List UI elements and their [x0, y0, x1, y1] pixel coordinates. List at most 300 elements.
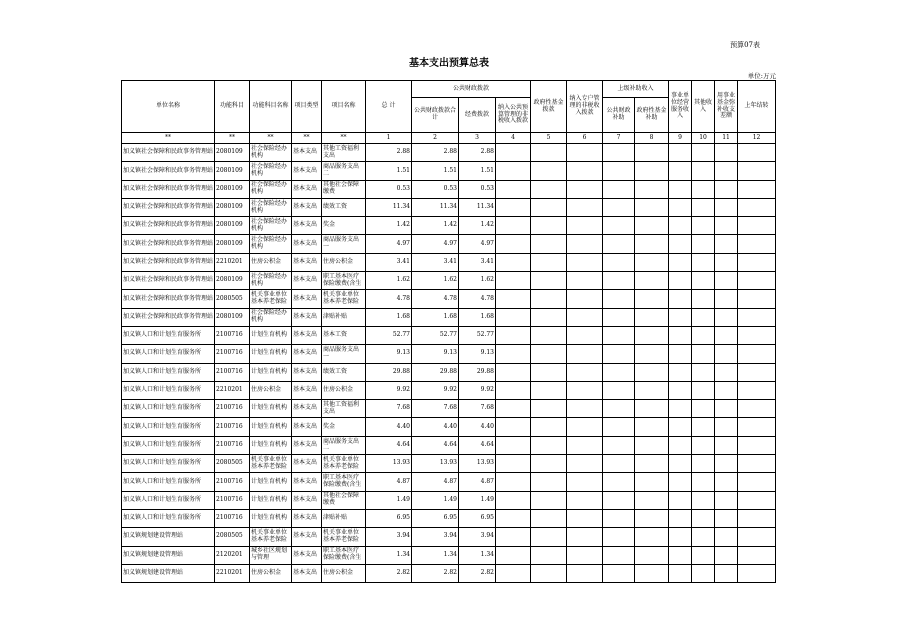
cell-empty	[567, 253, 603, 271]
cell-empty	[496, 217, 531, 235]
cell-empty	[635, 272, 669, 290]
cell-item-name: 津贴补贴	[322, 308, 366, 326]
cell-funding: 0.53	[459, 180, 496, 198]
cell-func-name: 计划生育机构	[250, 491, 292, 509]
cell-empty	[531, 564, 567, 582]
table-row	[122, 418, 776, 436]
cell-empty	[567, 217, 603, 235]
cell-item-type: 基本支出	[292, 363, 322, 381]
cell-item-type: 基本支出	[292, 144, 322, 162]
cell-empty	[715, 509, 738, 527]
table-row	[122, 528, 776, 546]
table-row	[122, 363, 776, 381]
cell-empty	[635, 308, 669, 326]
cell-pf-sub: 3.94	[412, 528, 459, 546]
cell-empty	[715, 198, 738, 216]
cell-func-name: 社会保险经办机构	[250, 235, 292, 253]
header-public-finance: 公共财政拨款	[412, 81, 531, 98]
cell-func-name: 计划生育机构	[250, 363, 292, 381]
cell-empty	[567, 455, 603, 473]
cell-empty	[635, 436, 669, 454]
cell-empty	[496, 418, 531, 436]
cell-item-name: 基本工资	[322, 326, 366, 344]
cell-empty	[715, 491, 738, 509]
cell-unit-name: 加义镇规划建设管理站	[122, 564, 215, 582]
cell-item-type: 基本支出	[292, 564, 322, 582]
cell-unit-name: 加义镇社会保障和民政事务管理站	[122, 253, 215, 271]
cell-func-name: 社会保险经办机构	[250, 162, 292, 180]
cell-pf-sub: 2.82	[412, 564, 459, 582]
cell-unit-name: 加义镇社会保障和民政事务管理站	[122, 180, 215, 198]
header-unit-name: 单位名称	[122, 81, 215, 133]
header-special-nontax: 纳入专户管理的非税收入拨款	[567, 81, 603, 133]
cell-empty	[531, 455, 567, 473]
cell-func-code: 2120201	[215, 546, 250, 564]
cell-empty	[715, 217, 738, 235]
cell-funding: 7.68	[459, 400, 496, 418]
cell-func-code: 2100716	[215, 418, 250, 436]
cell-empty	[692, 326, 715, 344]
cell-empty	[635, 180, 669, 198]
cell-empty	[567, 400, 603, 418]
cell-item-type: 基本支出	[292, 217, 322, 235]
cell-empty	[669, 491, 692, 509]
cell-empty	[715, 162, 738, 180]
cell-empty	[715, 144, 738, 162]
cell-empty	[669, 272, 692, 290]
cell-empty	[567, 491, 603, 509]
cell-empty	[715, 326, 738, 344]
cell-item-type: 基本支出	[292, 455, 322, 473]
index-row	[122, 133, 776, 144]
cell-func-code: 2080109	[215, 144, 250, 162]
cell-empty	[567, 546, 603, 564]
cell-item-type: 基本支出	[292, 180, 322, 198]
cell-empty	[531, 235, 567, 253]
table-row	[122, 162, 776, 180]
cell-empty	[496, 473, 531, 491]
page-title: 基本支出预算总表	[409, 58, 489, 69]
header-upper-subsidy: 上级补助收入	[603, 81, 669, 98]
cell-pf-sub: 9.13	[412, 345, 459, 363]
cell-total: 13.93	[366, 455, 412, 473]
cell-func-name: 计划生育机构	[250, 473, 292, 491]
index-cell: 9	[669, 133, 692, 144]
cell-empty	[496, 272, 531, 290]
cell-empty	[496, 198, 531, 216]
cell-item-name: 其他社会保障缴费	[322, 491, 366, 509]
cell-empty	[669, 546, 692, 564]
index-cell: 8	[635, 133, 669, 144]
cell-empty	[567, 418, 603, 436]
cell-total: 4.97	[366, 235, 412, 253]
cell-item-type: 基本支出	[292, 473, 322, 491]
cell-unit-name: 加义镇规划建设管理站	[122, 546, 215, 564]
cell-empty	[738, 509, 776, 527]
cell-item-name: 奖金	[322, 418, 366, 436]
cell-empty	[715, 272, 738, 290]
cell-total: 3.94	[366, 528, 412, 546]
index-cell: 2	[412, 133, 459, 144]
cell-item-type: 基本支出	[292, 198, 322, 216]
cell-func-code: 2100716	[215, 509, 250, 527]
cell-empty	[635, 198, 669, 216]
cell-pf-sub: 11.34	[412, 198, 459, 216]
header-total: 总 计	[366, 81, 412, 133]
cell-empty	[692, 217, 715, 235]
cell-pf-sub: 2.88	[412, 144, 459, 162]
cell-total: 2.88	[366, 144, 412, 162]
cell-empty	[496, 436, 531, 454]
cell-empty	[531, 272, 567, 290]
cell-empty	[531, 162, 567, 180]
index-cell: 3	[459, 133, 496, 144]
cell-empty	[635, 528, 669, 546]
cell-empty	[692, 162, 715, 180]
index-cell: 4	[496, 133, 531, 144]
cell-empty	[715, 436, 738, 454]
cell-empty	[669, 564, 692, 582]
cell-func-name: 机关事业单位基本养老保险	[250, 528, 292, 546]
cell-func-name: 社会保险经办机构	[250, 180, 292, 198]
table-row	[122, 180, 776, 198]
cell-empty	[715, 290, 738, 308]
cell-empty	[635, 363, 669, 381]
cell-funding: 4.40	[459, 418, 496, 436]
cell-item-type: 基本支出	[292, 272, 322, 290]
cell-empty	[692, 363, 715, 381]
cell-item-type: 基本支出	[292, 308, 322, 326]
table-row	[122, 253, 776, 271]
cell-empty	[715, 363, 738, 381]
cell-empty	[496, 491, 531, 509]
cell-total: 1.42	[366, 217, 412, 235]
cell-func-name: 社会保险经办机构	[250, 308, 292, 326]
cell-pf-sub: 1.34	[412, 546, 459, 564]
cell-item-name: 职工基本医疗保险缴费(含生	[322, 473, 366, 491]
cell-empty	[715, 381, 738, 399]
cell-func-code: 2100716	[215, 436, 250, 454]
cell-funding: 1.68	[459, 308, 496, 326]
cell-empty	[496, 180, 531, 198]
cell-empty	[603, 509, 635, 527]
cell-func-name: 计划生育机构	[250, 400, 292, 418]
cell-empty	[496, 381, 531, 399]
cell-empty	[567, 564, 603, 582]
cell-unit-name: 加义镇人口和计划生育服务所	[122, 381, 215, 399]
cell-empty	[692, 308, 715, 326]
header-item-type: 项目类型	[292, 81, 322, 133]
index-cell: 6	[567, 133, 603, 144]
cell-empty	[692, 235, 715, 253]
cell-empty	[603, 308, 635, 326]
cell-func-name: 住房公积金	[250, 564, 292, 582]
cell-func-name: 计划生育机构	[250, 418, 292, 436]
cell-func-code: 2100716	[215, 491, 250, 509]
cell-empty	[669, 473, 692, 491]
cell-pf-sub: 1.68	[412, 308, 459, 326]
cell-empty	[567, 528, 603, 546]
cell-item-name: 住房公积金	[322, 253, 366, 271]
cell-empty	[496, 308, 531, 326]
index-cell: 10	[692, 133, 715, 144]
cell-funding: 9.92	[459, 381, 496, 399]
cell-total: 3.41	[366, 253, 412, 271]
cell-empty	[531, 217, 567, 235]
cell-pf-sub: 1.62	[412, 272, 459, 290]
table-row	[122, 564, 776, 582]
cell-unit-name: 加义镇人口和计划生育服务所	[122, 473, 215, 491]
cell-funding: 1.42	[459, 217, 496, 235]
cell-empty	[635, 546, 669, 564]
cell-empty	[567, 381, 603, 399]
cell-empty	[715, 455, 738, 473]
cell-empty	[531, 345, 567, 363]
table-row	[122, 509, 776, 527]
cell-empty	[635, 253, 669, 271]
cell-funding: 13.93	[459, 455, 496, 473]
index-cell: **	[215, 133, 250, 144]
cell-unit-name: 加义镇人口和计划生育服务所	[122, 418, 215, 436]
cell-item-type: 基本支出	[292, 528, 322, 546]
cell-empty	[692, 400, 715, 418]
cell-empty	[531, 381, 567, 399]
cell-func-name: 计划生育机构	[250, 345, 292, 363]
cell-empty	[669, 290, 692, 308]
table-row	[122, 272, 776, 290]
cell-func-code: 2210201	[215, 253, 250, 271]
cell-empty	[635, 509, 669, 527]
form-number: 预算07表	[730, 41, 760, 49]
cell-empty	[738, 345, 776, 363]
cell-empty	[738, 564, 776, 582]
cell-empty	[603, 436, 635, 454]
cell-empty	[738, 400, 776, 418]
cell-item-type: 基本支出	[292, 290, 322, 308]
cell-empty	[603, 491, 635, 509]
cell-funding: 9.13	[459, 345, 496, 363]
cell-empty	[496, 144, 531, 162]
cell-item-type: 基本支出	[292, 235, 322, 253]
cell-empty	[669, 363, 692, 381]
cell-empty	[715, 528, 738, 546]
cell-empty	[496, 345, 531, 363]
cell-total: 1.49	[366, 491, 412, 509]
cell-empty	[496, 326, 531, 344]
cell-empty	[603, 400, 635, 418]
cell-func-code: 2080109	[215, 162, 250, 180]
cell-func-code: 2100716	[215, 400, 250, 418]
cell-empty	[669, 381, 692, 399]
header-nontax: 纳入公共预算管理的非税收入拨款	[496, 98, 531, 133]
cell-empty	[531, 509, 567, 527]
cell-empty	[669, 217, 692, 235]
cell-empty	[496, 363, 531, 381]
cell-empty	[738, 253, 776, 271]
cell-total: 4.78	[366, 290, 412, 308]
cell-item-type: 基本支出	[292, 381, 322, 399]
cell-item-type: 基本支出	[292, 491, 322, 509]
cell-item-name: 职工基本医疗保险缴费(含生	[322, 272, 366, 290]
cell-pf-sub: 9.92	[412, 381, 459, 399]
cell-empty	[692, 345, 715, 363]
header-item-name: 项目名称	[322, 81, 366, 133]
cell-item-type: 基本支出	[292, 345, 322, 363]
table-row	[122, 455, 776, 473]
cell-empty	[738, 528, 776, 546]
cell-empty	[531, 436, 567, 454]
cell-item-type: 基本支出	[292, 400, 322, 418]
header-biz-income: 事业单位经营服务收入	[669, 81, 692, 133]
cell-item-name: 绩效工资	[322, 198, 366, 216]
cell-empty	[603, 381, 635, 399]
cell-empty	[635, 144, 669, 162]
cell-total: 11.34	[366, 198, 412, 216]
cell-funding: 1.49	[459, 491, 496, 509]
cell-empty	[531, 528, 567, 546]
cell-empty	[603, 217, 635, 235]
cell-func-name: 住房公积金	[250, 381, 292, 399]
cell-func-code: 2210201	[215, 564, 250, 582]
cell-funding: 1.62	[459, 272, 496, 290]
cell-empty	[567, 198, 603, 216]
cell-func-code: 2100716	[215, 345, 250, 363]
cell-item-name: 商品服务支出一	[322, 235, 366, 253]
cell-empty	[692, 272, 715, 290]
cell-empty	[635, 235, 669, 253]
cell-total: 1.68	[366, 308, 412, 326]
cell-total: 29.88	[366, 363, 412, 381]
header-func-name: 功能科目名称	[250, 81, 292, 133]
cell-empty	[715, 400, 738, 418]
cell-funding: 1.34	[459, 546, 496, 564]
cell-empty	[715, 345, 738, 363]
cell-empty	[531, 473, 567, 491]
cell-func-name: 社会保险经办机构	[250, 217, 292, 235]
cell-unit-name: 加义镇人口和计划生育服务所	[122, 400, 215, 418]
table-row	[122, 217, 776, 235]
cell-empty	[531, 308, 567, 326]
cell-item-name: 机关事业单位基本养老保险	[322, 528, 366, 546]
header-funding: 经费拨款	[459, 98, 496, 133]
cell-pf-sub: 13.93	[412, 455, 459, 473]
cell-item-type: 基本支出	[292, 509, 322, 527]
cell-func-name: 机关事业单位基本养老保险	[250, 455, 292, 473]
cell-empty	[635, 326, 669, 344]
cell-empty	[692, 290, 715, 308]
header-carry-over: 上年结转	[738, 81, 776, 133]
unit-label: 单位:万元	[747, 72, 776, 80]
cell-total: 0.53	[366, 180, 412, 198]
cell-empty	[635, 564, 669, 582]
cell-total: 9.13	[366, 345, 412, 363]
cell-unit-name: 加义镇社会保障和民政事务管理站	[122, 308, 215, 326]
cell-empty	[692, 253, 715, 271]
table-row	[122, 381, 776, 399]
cell-empty	[669, 509, 692, 527]
cell-empty	[738, 308, 776, 326]
cell-empty	[567, 509, 603, 527]
table-row	[122, 144, 776, 162]
cell-total: 1.62	[366, 272, 412, 290]
cell-empty	[669, 326, 692, 344]
cell-empty	[738, 418, 776, 436]
cell-empty	[738, 272, 776, 290]
cell-empty	[738, 546, 776, 564]
cell-empty	[635, 381, 669, 399]
cell-pf-sub: 4.64	[412, 436, 459, 454]
cell-empty	[635, 345, 669, 363]
cell-empty	[715, 308, 738, 326]
cell-unit-name: 加义镇社会保障和民政事务管理站	[122, 217, 215, 235]
cell-unit-name: 加义镇社会保障和民政事务管理站	[122, 235, 215, 253]
cell-empty	[669, 180, 692, 198]
cell-item-type: 基本支出	[292, 546, 322, 564]
cell-empty	[669, 235, 692, 253]
cell-func-name: 住房公积金	[250, 253, 292, 271]
cell-total: 52.77	[366, 326, 412, 344]
cell-empty	[496, 564, 531, 582]
cell-total: 6.95	[366, 509, 412, 527]
cell-empty	[669, 308, 692, 326]
cell-func-name: 机关事业单位基本养老保险	[250, 290, 292, 308]
cell-empty	[738, 326, 776, 344]
cell-empty	[715, 253, 738, 271]
cell-funding: 2.82	[459, 564, 496, 582]
cell-func-name: 社会保险经办机构	[250, 144, 292, 162]
cell-empty	[738, 144, 776, 162]
cell-item-name: 机关事业单位基本养老保险	[322, 290, 366, 308]
index-cell: **	[322, 133, 366, 144]
cell-funding: 4.97	[459, 235, 496, 253]
index-cell: **	[122, 133, 215, 144]
table-row	[122, 491, 776, 509]
cell-empty	[496, 509, 531, 527]
cell-empty	[669, 162, 692, 180]
cell-empty	[531, 546, 567, 564]
cell-func-code: 2080505	[215, 455, 250, 473]
header-func-code: 功能科目	[215, 81, 250, 133]
cell-func-code: 2080109	[215, 198, 250, 216]
cell-empty	[531, 180, 567, 198]
cell-empty	[669, 400, 692, 418]
cell-empty	[692, 418, 715, 436]
cell-empty	[692, 491, 715, 509]
cell-empty	[603, 345, 635, 363]
cell-empty	[496, 546, 531, 564]
cell-unit-name: 加义镇社会保障和民政事务管理站	[122, 198, 215, 216]
cell-item-name: 其他工资福利支出	[322, 144, 366, 162]
cell-empty	[567, 180, 603, 198]
cell-empty	[635, 217, 669, 235]
cell-empty	[496, 290, 531, 308]
cell-empty	[715, 180, 738, 198]
cell-empty	[531, 290, 567, 308]
cell-total: 4.64	[366, 436, 412, 454]
cell-unit-name: 加义镇人口和计划生育服务所	[122, 326, 215, 344]
cell-empty	[692, 198, 715, 216]
cell-empty	[635, 491, 669, 509]
cell-empty	[603, 144, 635, 162]
cell-func-name: 社会保险经办机构	[250, 272, 292, 290]
cell-empty	[531, 363, 567, 381]
cell-empty	[531, 144, 567, 162]
cell-empty	[692, 381, 715, 399]
cell-empty	[603, 290, 635, 308]
cell-empty	[496, 455, 531, 473]
cell-empty	[635, 162, 669, 180]
cell-empty	[635, 473, 669, 491]
